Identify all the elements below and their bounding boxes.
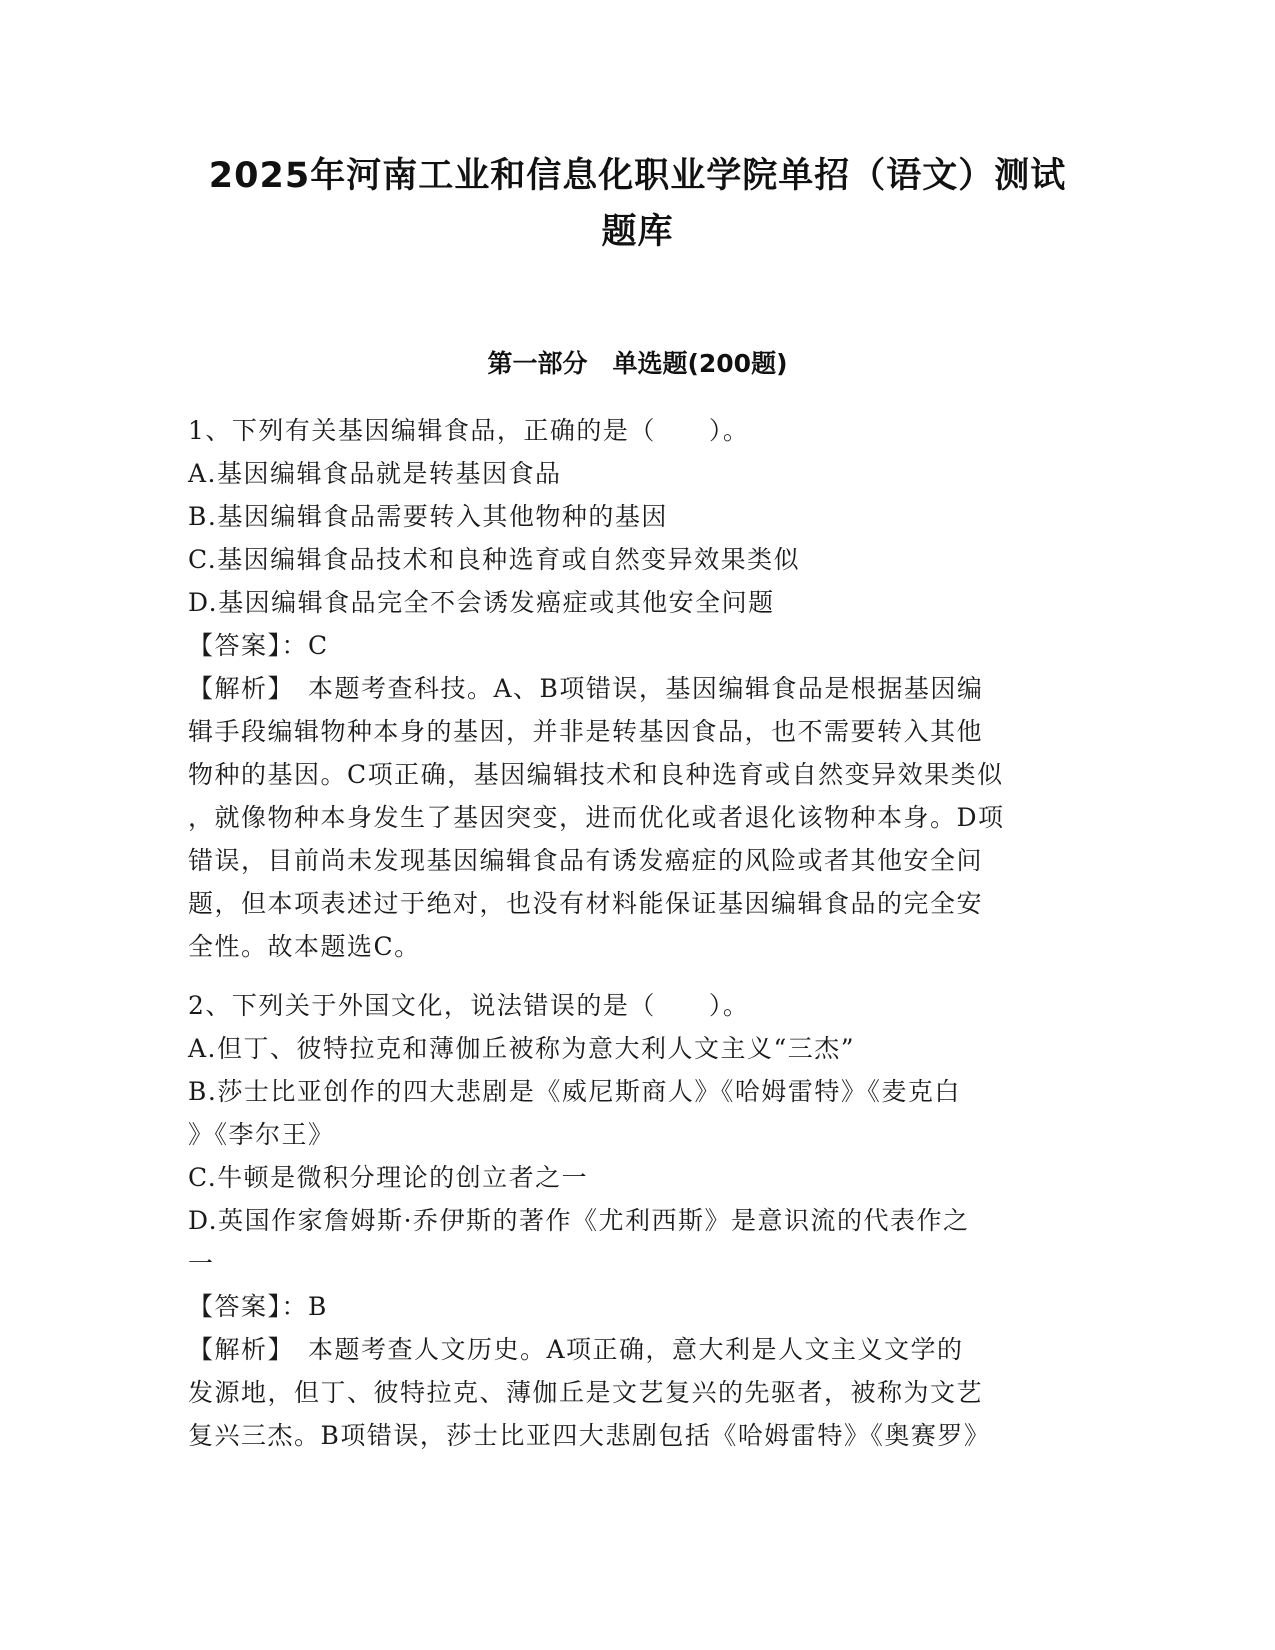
analysis-line: 【解析】 本题考查人文历史。A项正确，意大利是人文主义文学的: [188, 1335, 964, 1364]
question-1: [188, 409, 1093, 968]
title-line-2: 题库: [601, 212, 674, 252]
option-b: B.基因编辑食品需要转入其他物种的基因: [188, 502, 668, 531]
option-a: A.基因编辑食品就是转基因食品: [188, 459, 562, 488]
analysis-line: 错误，目前尚未发现基因编辑食品有诱发癌症的风险或者其他安全问: [188, 846, 984, 875]
question-stem: 1、下列有关基因编辑食品，正确的是（ ）。: [188, 416, 750, 445]
analysis-line: 发源地，但丁、彼特拉克、薄伽丘是文艺复兴的先驱者，被称为文艺: [188, 1378, 984, 1407]
answer-line: 【答案】：C: [188, 631, 329, 660]
answer-line: 【答案】：B: [188, 1292, 328, 1321]
analysis: [188, 1328, 1093, 1457]
analysis-line: 题，但本项表述过于绝对，也没有材料能保证基因编辑食品的完全安: [188, 889, 984, 918]
title-line-1: 2025年河南工业和信息化职业学院单招（语文）测试: [208, 156, 1067, 196]
analysis-line: 物种的基因。C项正确，基因编辑技术和良种选育或自然变异效果类似: [188, 760, 1004, 789]
analysis-line: 辑手段编辑物种本身的基因，并非是转基因食品，也不需要转入其他: [188, 717, 984, 746]
option-b-continued: 》《李尔王》: [188, 1120, 335, 1149]
analysis-line: 【解析】 本题考查科技。A、B项错误，基因编辑食品是根据基因编: [188, 674, 984, 703]
section-title: 第一部分 单选题(200题): [487, 349, 788, 378]
document-title: [150, 148, 1125, 260]
option-c: C.牛顿是微积分理论的创立者之一: [188, 1163, 589, 1192]
question-list: [188, 409, 1093, 1457]
option-c: C.基因编辑食品技术和良种选育或自然变异效果类似: [188, 545, 801, 574]
analysis: [188, 667, 1093, 968]
option-d: D.基因编辑食品完全不会诱发癌症或其他安全问题: [188, 588, 775, 617]
option-a: A.但丁、彼特拉克和薄伽丘被称为意大利人文主义“三杰”: [188, 1034, 856, 1063]
analysis-line: 复兴三杰。B项错误，莎士比亚四大悲剧包括《哈姆雷特》《奥赛罗》: [188, 1421, 991, 1450]
question-stem: 2、下列关于外国文化，说法错误的是（ ）。: [188, 991, 750, 1020]
analysis-line: ，就像物种本身发生了基因突变，进而优化或者退化该物种本身。D项: [188, 803, 1005, 832]
question-spacer: [188, 968, 1093, 984]
question-2: [188, 984, 1093, 1457]
option-d-continued: 一: [188, 1249, 215, 1278]
option-d: D.英国作家詹姆斯·乔伊斯的著作《尤利西斯》是意识流的代表作之: [188, 1206, 970, 1235]
analysis-line: 全性。故本题选C。: [188, 932, 421, 961]
option-b: B.莎士比亚创作的四大悲剧是《威尼斯商人》《哈姆雷特》《麦克白: [188, 1077, 961, 1106]
